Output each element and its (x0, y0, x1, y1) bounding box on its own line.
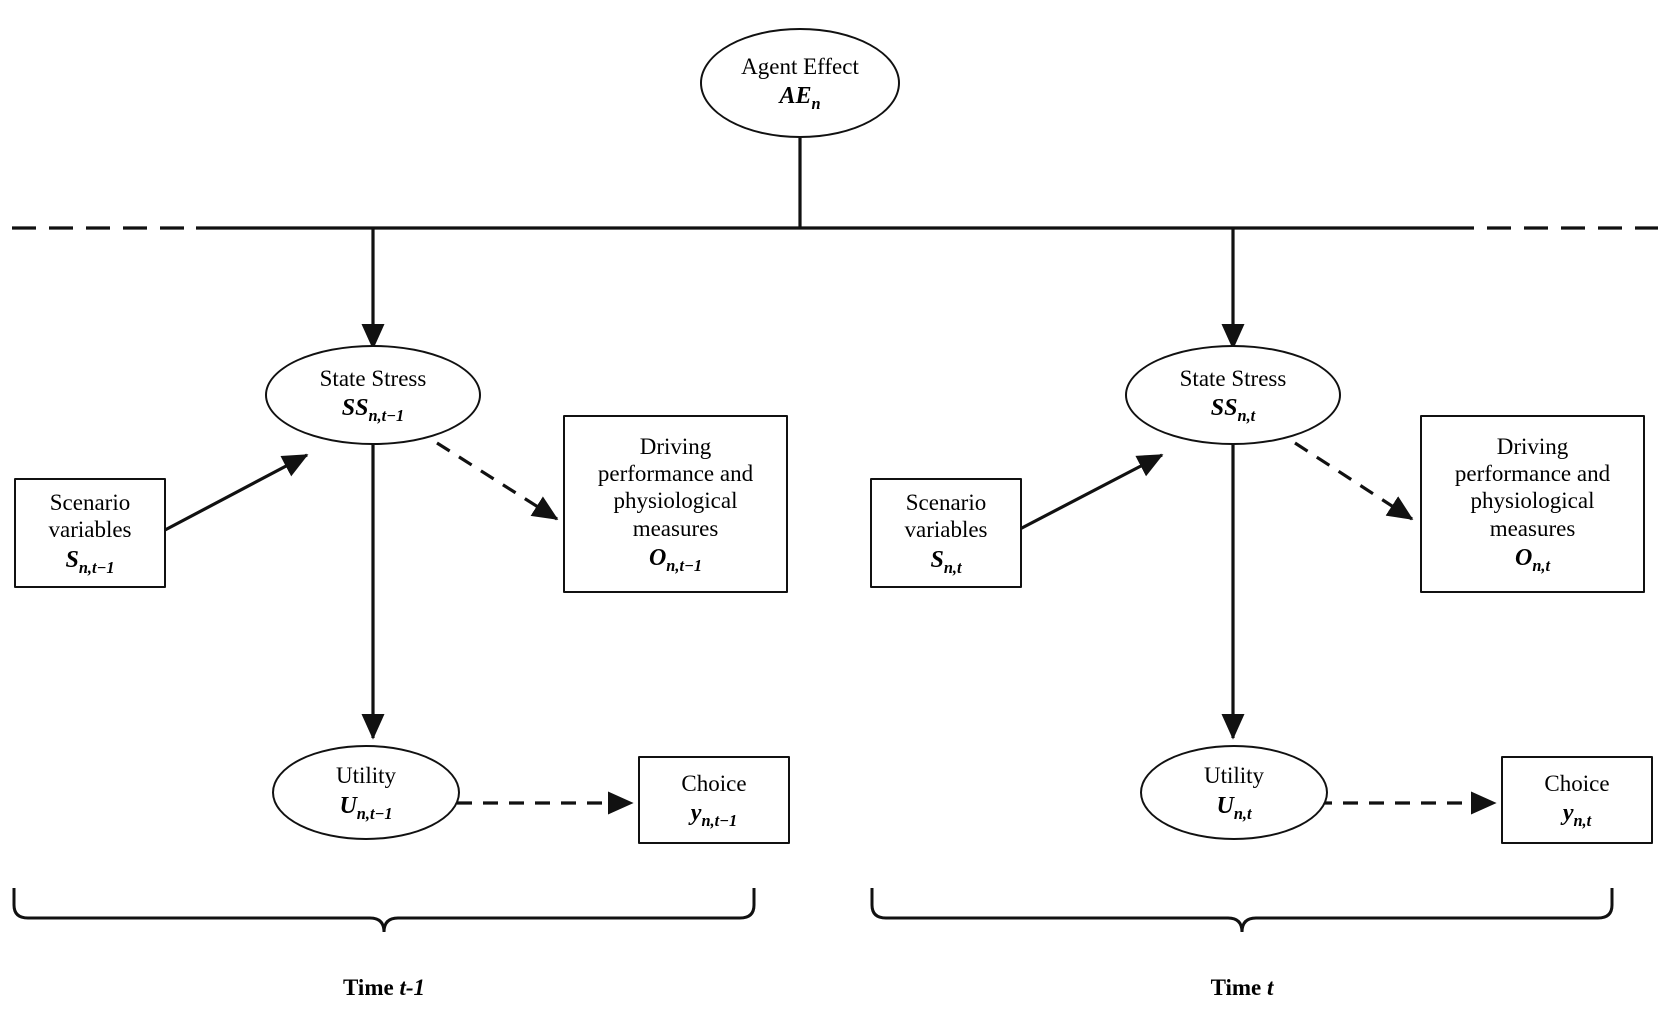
observed-symbol-t: $O_{n,t}$ (1514, 544, 1551, 575)
time-label-t (1142, 975, 1342, 1001)
state-stress-label-t: State Stress (1179, 365, 1287, 391)
scenario-label-line2-t: variables (904, 517, 988, 543)
scenario-symbol-t: $S_{n,t}$ (930, 546, 962, 577)
time-label-prefix-t: Time (1210, 975, 1268, 1000)
line-state-stress-to-observed-t (1295, 443, 1412, 519)
node-state-stress-t[interactable] (1125, 345, 1341, 445)
line-scenario-to-state-stress-t (1018, 455, 1162, 530)
choice-symbol-t1: $y_{n,t-1}$ (690, 800, 738, 830)
time-label-value-t1: t-1 (399, 975, 425, 1000)
scenario-label-line2-t1: variables (48, 517, 132, 543)
brace-period-t (872, 888, 1612, 932)
time-label-t1 (284, 975, 484, 1001)
observed-label-line2-t: performance and (1454, 461, 1611, 487)
line-scenario-to-state-stress-t1 (165, 455, 307, 530)
brace-period-t1 (14, 888, 754, 932)
observed-label-line3-t1: physiological (613, 488, 738, 514)
node-agent-effect[interactable] (700, 28, 900, 138)
state-stress-symbol-t1: $SS_{n,t-1}$ (341, 395, 405, 425)
utility-label-t: Utility (1203, 763, 1265, 789)
observed-symbol-t1: $O_{n,t-1}$ (648, 544, 703, 575)
time-label-prefix-t1: Time (343, 975, 400, 1000)
time-label-value-t: t (1267, 975, 1274, 1000)
utility-symbol-t: $U_{n,t}$ (1216, 792, 1252, 823)
scenario-symbol-t1: $S_{n,t-1}$ (65, 546, 115, 577)
observed-label-line2-t1: performance and (597, 461, 754, 487)
node-choice-t1[interactable] (638, 756, 790, 844)
agent-effect-symbol: $AE_n$ (779, 83, 821, 113)
utility-label-t1: Utility (335, 763, 397, 789)
node-observed-measures-t1[interactable] (563, 415, 788, 593)
node-utility-t[interactable] (1140, 745, 1328, 840)
node-choice-t[interactable] (1501, 756, 1653, 844)
observed-label-line1-t: Driving (1496, 434, 1569, 460)
line-state-stress-to-observed-t1 (437, 443, 557, 519)
node-utility-t1[interactable] (272, 745, 460, 840)
choice-label-t: Choice (1544, 770, 1610, 796)
state-stress-label-t1: State Stress (319, 365, 427, 391)
utility-symbol-t1: $U_{n,t-1}$ (339, 792, 393, 823)
agent-effect-label: Agent Effect (741, 53, 859, 79)
node-scenario-variables-t[interactable] (870, 478, 1022, 588)
observed-label-line1-t1: Driving (639, 434, 712, 460)
choice-label-t1: Choice (681, 770, 747, 796)
scenario-label-line1-t: Scenario (905, 490, 987, 516)
scenario-label-line1-t1: Scenario (49, 490, 131, 516)
choice-symbol-t: $y_{n,t}$ (1562, 800, 1592, 830)
node-state-stress-t1[interactable] (265, 345, 481, 445)
state-stress-symbol-t: $SS_{n,t}$ (1210, 395, 1256, 425)
observed-label-line4-t1: measures (632, 515, 719, 541)
observed-label-line3-t: physiological (1470, 488, 1595, 514)
node-observed-measures-t[interactable] (1420, 415, 1645, 593)
node-scenario-variables-t1[interactable] (14, 478, 166, 588)
observed-label-line4-t: measures (1489, 515, 1576, 541)
